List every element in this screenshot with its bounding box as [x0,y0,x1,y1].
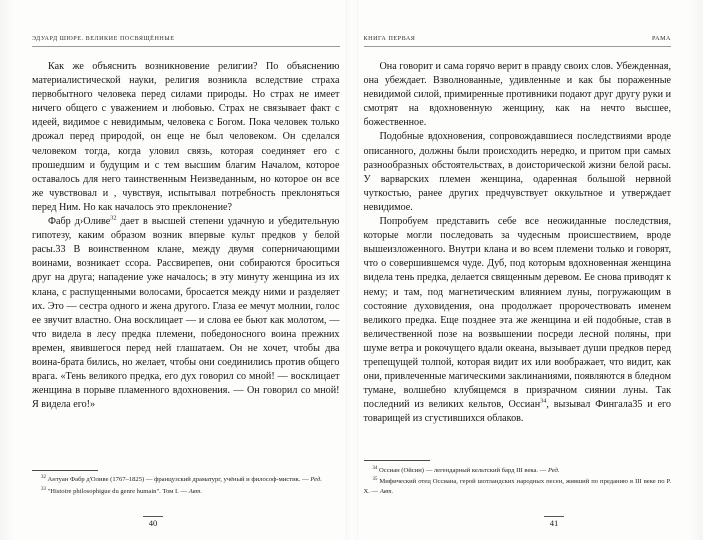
left-page-footnotes [32,470,340,498]
right-running-head [364,36,672,47]
paragraph [364,215,672,426]
footnote-separator-rule [364,460,430,461]
footnote-item [32,487,340,496]
footnote-text: Мифический отец Оссиана, герой шотландских народных песен, живший по преданию в III веке по Р. Х. — [363,478,671,495]
footnote-source: Авт. [188,487,203,495]
footnote-item [364,477,672,496]
footnote-text: Антуан Фабр д'Оливе (1767–1825) — французский драматург, учёный и философ-мистик. — [47,476,311,484]
paragraph: Подобные вдохновения, сопровождавшиеся последствиями вроде описанного, должны были происходить нередко, и притом при самых разнообразных обстоятельствах, в доисторической жизни белой расы. У варварских племен женщина, одаренная большой нервной чуткостью, ранее других предчувствует оккультное и утверждает невидимое. [363,131,671,213]
left-page-folio [140,516,166,528]
left-page-body [32,60,340,412]
paragraph: Она говорит и сама горячо верит в правду своих слов. Убежденная, она убеждает. Взволнованные, удивленные и как бы пораженные невидимой силой, примиренные противники подают друг другу руки и смотрят на вдохновенную женщину, как на нечто высшее, божественное. [363,61,672,129]
right-page-footnotes [364,460,672,498]
footnote-source: Авт. [379,487,394,495]
folio-number: 41 [549,518,559,528]
left-running-head [32,36,340,47]
footnote-ref-34[interactable]: 34 [540,397,547,405]
footnote-number: 35 [372,477,378,483]
running-head-part: КНИГА ПЕРВАЯ [363,36,416,42]
footnote-number: 33 [41,486,46,492]
right-page [352,0,703,540]
running-head-author-title: ЭДУАРД ШЮРЕ. ВЕЛИКИЕ ПОСВЯЩЁННЫЕ [32,36,175,42]
footnote-item [364,466,672,475]
footnote-text: "Histoire philosophigue du genre humain". Том I. — [47,487,189,495]
folio-rule [143,516,163,517]
paragraph-text-ossian: Попробуем представить себе все неожиданные последствия, которые могли последовать за чудесным происшествием, вроде вышеизложенного. Внутри клана и во всем племени только и говорят, что о совершившемся чуде. Дуб, под которым вдохновенная женщина видела тень предка, делается священным деревом. Ее снова приводят к нему; и там, под магнетическим влиянием луны, погружающим в состояние духовидения, она продолжает пророчествовать именем великого предка. Еще позднее эта же женщина и ей подобные, став в величественной позе на возвышении посреди лесной поляны, при шуме ветра и рокочущего вдали океана, вызывает души предков перед трепещущей толпой, которая видит их или воображает, что видит, как они, привлеченные магическими заклинаниями, появляются в бледном тумане, волшебно клубящемся в призрачном сиянии луны. Так последний из великих кельтов, Оссиан$^{34}$, вызывал Фингала35 и его товарищей из сгустившихся облаков. [363,216,671,425]
footnote-number: 34 [372,465,378,471]
footnote-source: Ред. [547,467,560,475]
right-page-body [364,60,672,426]
footnote-item [32,475,340,484]
footnote-source: Ред. [310,476,322,484]
paragraph-text-fabre: Фабр д›Оливе$^{32}$ дает в высшей степени удачную и убедительную гипотезу, каким образом возник впервые культ предков у белой расы.33 В воинственном клане, между двумя соперничающими воинами, возникает ссора. Рассвирепев, они собираются броситься друг на друга; нападение уже началось; в эту минуту женщина из их клана, с распущенными волосами, бросается между ними и разделяет их. Это — сестра одного и жена другого. Глаза ее мечут молнии, голос ее звучит властно. Она восклицает — и слова ее бьют как молотом, — что видела в лесу предка племени, победоносного воина прежних времен, явившегося перед ней глашатаем. Он не хочет, чтобы два воина-брата бились, но желает, чтобы они соединились против общего врага. «Тень великого предка, его дух говорил со мной! — восклицает женщина в порыве пламенного вдохновения. — Он говорил со мной! Я видела его!» [32,214,340,411]
folio-number: 40 [148,518,158,528]
running-head-chapter: РАМА [651,36,671,42]
right-page-folio [541,516,567,528]
footnote-number: 32 [41,475,46,481]
folio-rule [544,516,564,517]
footnote-separator-rule [32,470,98,471]
paragraph [32,215,340,412]
paragraph: Как же объяснить возникновение религии? По объяснению материалистической науки, религия возникла вследствие страха первобытного человека перед силами природы. Но страх не имеет ничего общего с уважением и любовью. Страх не связывает факт с идеей, видимое с невидимым, человека с Богом. Пока человек только дрожал перед природой, он еще не был человеком. Он сделался человеком тогда, когда уловил связь, которая соединяет его с прошедшим и будущим и с тем высшим благим Началом, которое оставалось для него таинственным Неизведанным, но которое он все же чувствовал и , чувствуя, испытывал потребность преклоняться перед Ним. Но как началось это преклонение? [32,61,340,213]
footnote-text: Оссиан (Ойсин) — легендарный кельтский бард III века. — [379,467,548,475]
footnote-ref-32[interactable]: 32 [110,214,117,222]
